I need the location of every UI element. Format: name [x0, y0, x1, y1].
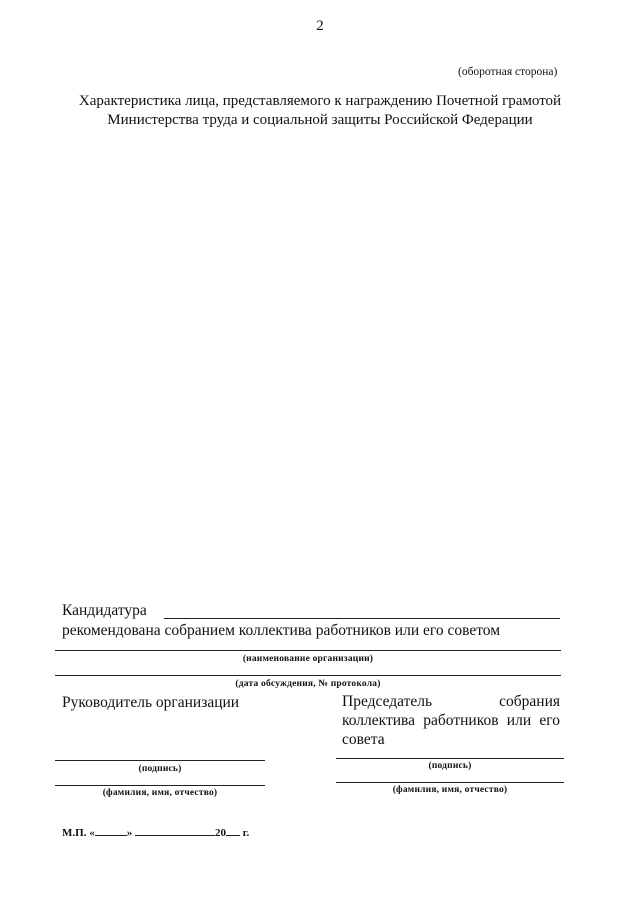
chair-name-line[interactable] — [336, 782, 564, 783]
day-blank[interactable] — [95, 825, 127, 836]
meeting-word: собрания — [499, 693, 560, 710]
chairman-line-3: совета — [342, 731, 385, 748]
chairman-word: Председатель — [342, 693, 433, 710]
year-blank[interactable] — [226, 825, 240, 836]
title-line-2: Министерства труда и социальной защиты Российской Федерации — [107, 112, 533, 128]
month-blank[interactable] — [135, 825, 215, 836]
candidacy-label: Кандидатура — [62, 602, 147, 619]
organization-name-caption: (наименование организации) — [242, 654, 374, 664]
reverse-side-note: (оборотная сторона) — [458, 66, 558, 78]
discussion-date-caption: (дата обсуждения, № протокола) — [235, 679, 381, 689]
chair-signature-line[interactable] — [336, 758, 564, 759]
chair-name-caption: (фамилия, имя, отчество) — [392, 785, 508, 795]
year-suffix: г. — [242, 827, 250, 839]
head-signature-caption: (подпись) — [138, 764, 182, 774]
head-signature-line[interactable] — [55, 760, 265, 761]
chair-signature-caption: (подпись) — [428, 761, 472, 771]
stamp-date-line — [62, 825, 249, 839]
discussion-date-line[interactable] — [55, 675, 561, 676]
head-name-line[interactable] — [55, 785, 265, 786]
year-prefix: 20 — [214, 827, 226, 839]
chairman-line-2: коллектива работников или его — [342, 712, 560, 729]
head-of-organization-label: Руководитель организации — [62, 694, 240, 711]
page-number: 2 — [316, 18, 324, 34]
stamp-mp-label: М.П. « — [62, 827, 95, 839]
close-quote: » — [126, 827, 133, 839]
title-line-1: Характеристика лица, представляемого к награждению Почетной грамотой — [78, 93, 562, 109]
organization-name-line[interactable] — [55, 650, 561, 651]
recommended-text: рекомендована собранием коллектива работников или его советом — [62, 622, 501, 639]
chairman-label — [342, 692, 560, 749]
candidate-name-line[interactable] — [164, 618, 560, 619]
document-title — [40, 92, 600, 130]
head-name-caption: (фамилия, имя, отчество) — [102, 788, 218, 798]
